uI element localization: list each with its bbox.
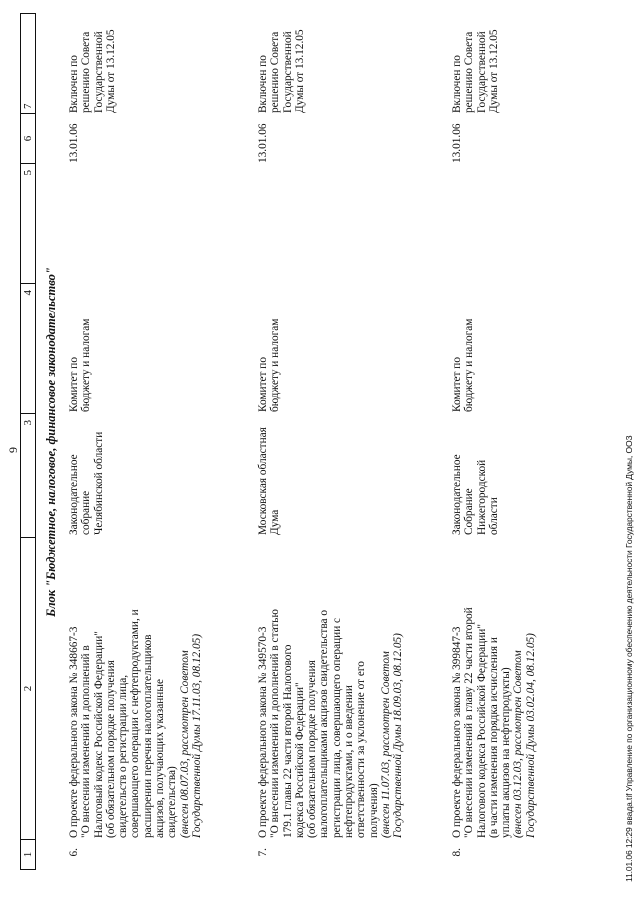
author-line: собрание	[80, 490, 93, 535]
bill-text-line: О проекте федерального закона № 349570-3	[257, 626, 269, 838]
column-header-4: 4	[21, 284, 36, 414]
committee-line: Комитет по	[451, 356, 463, 412]
committee-line: Комитет по	[68, 356, 80, 412]
bill-text-line: свидетельств о регистрации лица,	[117, 674, 130, 838]
bill-text-line: нефтепродуктами, и о введении	[343, 685, 356, 838]
bill-text-line: кодекса Российской Федерации"	[293, 682, 306, 838]
decision-line: Государственной	[475, 31, 488, 113]
bill-note-line: Государственной Думы 18.09.03, 08.12.05)	[392, 633, 405, 838]
bill-author	[451, 415, 500, 535]
column-header-6: 6	[21, 114, 36, 164]
row-number: 8.	[451, 848, 463, 857]
bill-text-line: (в части изменения порядка исчисления и	[487, 637, 500, 838]
author-line: Челябинской области	[92, 431, 105, 535]
bill-text-line: регистрации лица, совершающего операции с	[330, 617, 343, 838]
decision-line: решению Совета	[269, 31, 282, 113]
author-line: Законодательное	[451, 454, 463, 535]
bill-note-line: Государственной Думы 03.02.04, 08.12.05)	[524, 633, 537, 838]
bill-note-line: (внесен 11.07.03, рассмотрен Советом	[379, 651, 392, 838]
decision-line: Включен по	[451, 55, 463, 113]
bill-note-line: Государственной Думы 17.11.03, 08.12.05)	[190, 633, 203, 838]
decision-line: Государственной	[281, 31, 294, 113]
page-number: 9	[6, 447, 20, 453]
bill-text-line: "О внесении изменений и дополнений в	[80, 645, 93, 838]
bill-text-line: Налоговый кодекс Российской Федерации"	[92, 631, 105, 838]
decision-line: Думы от 13.12.05	[487, 29, 500, 113]
bill-text-line: Налогового кодекса Российской Федерации"	[475, 624, 488, 838]
bill-text-line: свидетельства)	[166, 766, 179, 838]
responsible-committee	[257, 272, 282, 412]
fax-footer: 11.01.06 12:29 ввада.tif Управление по организационному обеспечению деятельности Государственной Думы, ООЗ	[624, 435, 634, 882]
bill-text-line: ответственности за уклонение от его	[355, 661, 368, 838]
decision-line: Включен по	[257, 55, 269, 113]
decision-line: Думы от 13.12.05	[293, 29, 306, 113]
bill-text-line: (об обязательном порядке получения	[104, 660, 117, 838]
column-header-1: 1	[21, 840, 36, 870]
committee-line: бюджету и налогам	[80, 318, 93, 412]
bill-text-line: совершающего операции с нефтепродуктами, и	[129, 609, 142, 838]
bill-text-line: "О внесении изменений в главу 22 части второй	[463, 607, 476, 838]
consideration-date: 13.01.06	[451, 123, 463, 163]
author-line: Законодательное	[68, 454, 80, 535]
bill-author	[257, 415, 282, 535]
bill-note-line: (внесен 03.12.03, рассмотрен Советом	[512, 650, 525, 838]
column-header-3: 3	[21, 414, 36, 538]
bill-description	[68, 538, 203, 838]
author-line: Московская областная	[257, 427, 269, 535]
column-header-5: 5	[21, 164, 36, 284]
decision-line: Включен по	[68, 55, 80, 113]
bill-text-line: уплаты акцизов на нефтепродукты)	[500, 667, 513, 838]
decision-line: решению Совета	[463, 31, 476, 113]
bill-description	[257, 538, 405, 838]
consideration-date: 13.01.06	[68, 123, 80, 163]
responsible-committee	[68, 272, 93, 412]
section-title: Блок "Бюджетное, налоговое, финансовое законодательство"	[44, 267, 58, 617]
committee-line: бюджету и налогам	[463, 318, 476, 412]
bill-text-line: О проекте федерального закона № 399847-3	[451, 626, 463, 838]
bill-description	[451, 538, 537, 838]
bill-author	[68, 415, 105, 535]
column-header-2: 2	[21, 538, 36, 840]
decision-line: Государственной	[92, 31, 105, 113]
bill-text-line: расширении перечня налогоплательщиков	[141, 634, 154, 838]
bill-text-line: О проекте федерального закона № 348667-3	[68, 626, 80, 838]
decision-line: Думы от 13.12.05	[104, 29, 117, 113]
bill-text-line: акцизов, получающих указанные	[154, 679, 167, 838]
bill-text-line: получения)	[367, 783, 380, 838]
bill-text-line: "О внесении изменений и дополнений в статью	[269, 609, 282, 838]
bill-text-line: налогоплательщиками акцизов свидетельства о	[318, 609, 331, 838]
council-decision	[68, 13, 117, 113]
row-number: 7.	[257, 848, 269, 857]
column-header-7: 7	[21, 14, 36, 114]
committee-line: Комитет по	[257, 356, 269, 412]
row-number: 6.	[68, 848, 80, 857]
author-line: Дума	[269, 509, 282, 535]
bill-note-line: (внесен 08.07.03, рассмотрен Советом	[178, 650, 191, 838]
council-decision	[451, 13, 500, 113]
author-line: области	[487, 497, 500, 535]
council-decision	[257, 13, 306, 113]
responsible-committee	[451, 272, 476, 412]
author-line: Собрание	[463, 488, 476, 535]
consideration-date: 13.01.06	[257, 123, 269, 163]
bill-text-line: (об обязательном порядке получения	[306, 660, 319, 838]
decision-line: решению Совета	[80, 31, 93, 113]
bill-text-line: 179.1 главы 22 части второй Налогового	[281, 644, 294, 838]
committee-line: бюджету и налогам	[269, 318, 282, 412]
column-number-header	[20, 13, 36, 870]
author-line: Нижегородской	[475, 459, 488, 535]
